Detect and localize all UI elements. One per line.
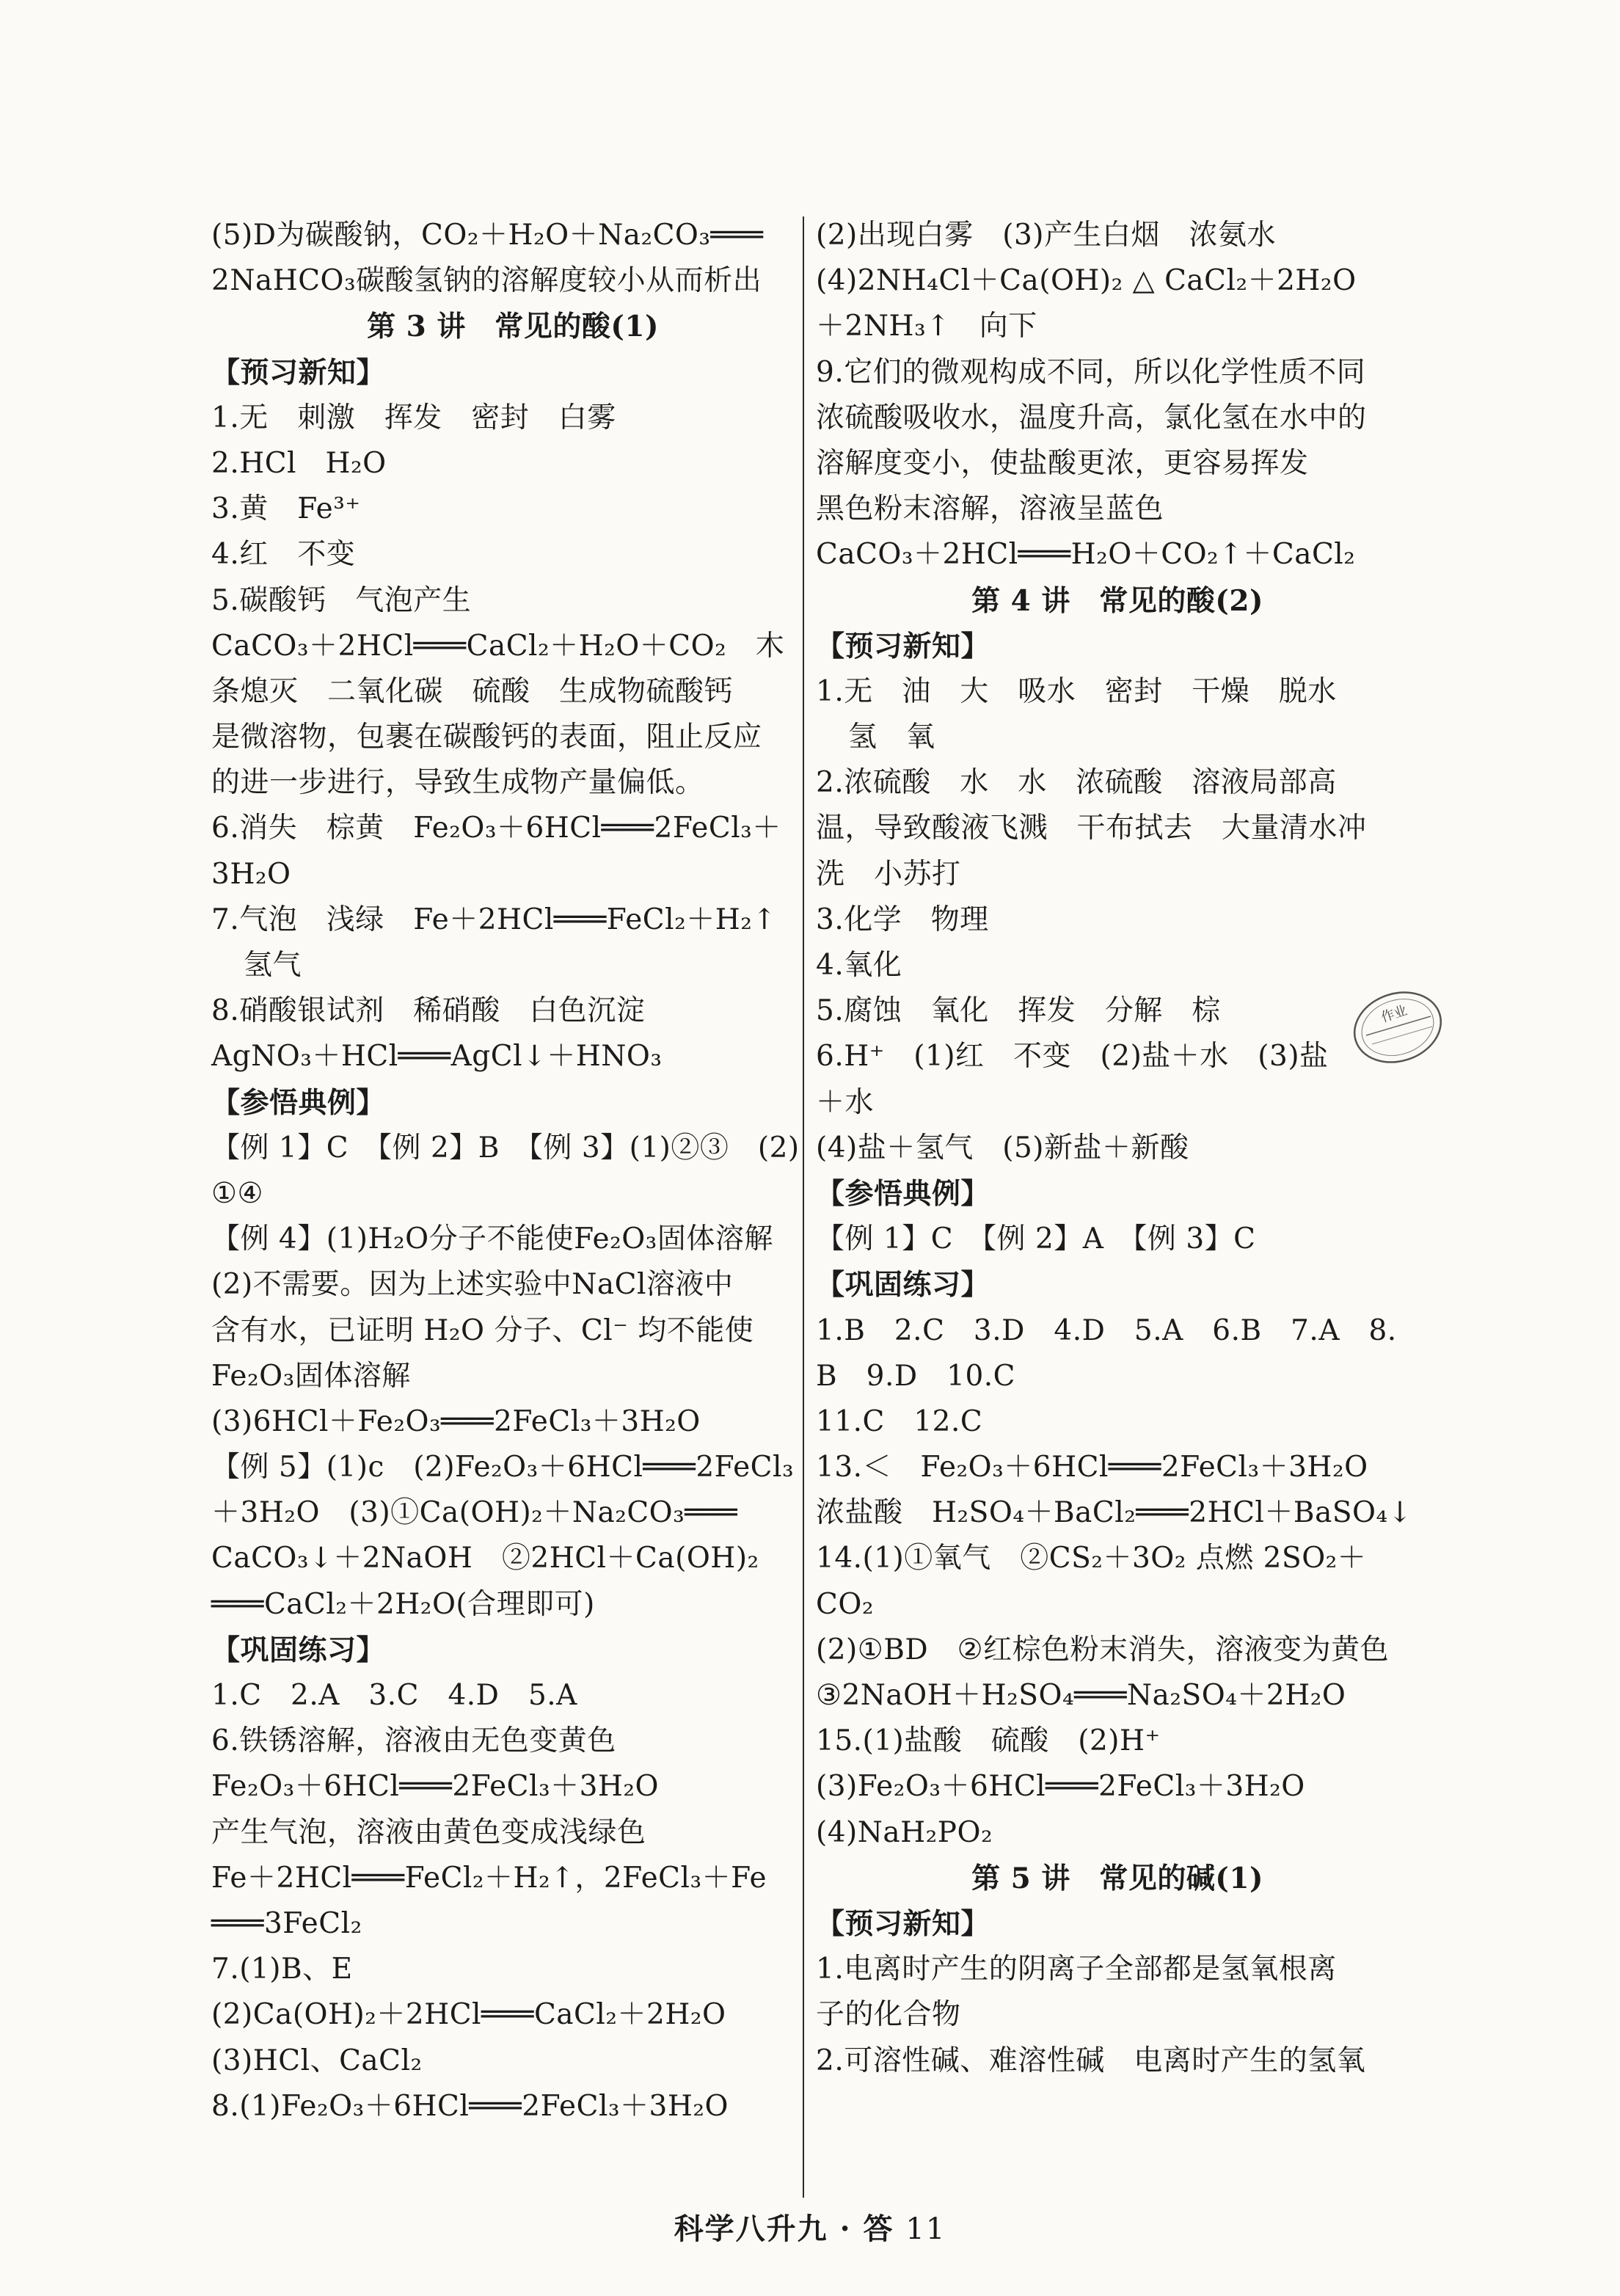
- answer-line: 2.可溶性碱、难溶性碱 电离时产生的氢氧: [816, 2044, 1366, 2077]
- answer-line: (4)NaH₂PO₂: [816, 1815, 993, 1849]
- answer-line: 含有水，已证明 H₂O 分子、Cl⁻ 均不能使: [211, 1313, 754, 1347]
- answer-line: (2)出现白雾 (3)产生白烟 浓氨水: [816, 219, 1276, 252]
- stamp-label: 作业: [1379, 1002, 1409, 1026]
- page-number: 11: [905, 2212, 946, 2246]
- answer-line: (4)盐＋氢气 (5)新盐＋新酸: [816, 1131, 1189, 1165]
- left-column: [211, 213, 814, 2129]
- answer-line: ＋2NH₃↑ 向下: [816, 310, 1037, 343]
- answer-line: ＋水: [816, 1085, 875, 1119]
- section-heading: 【巩固练习】: [816, 1268, 990, 1302]
- answer-line: 氢 氧: [848, 721, 935, 754]
- answer-line: (3)HCl、CaCl₂: [211, 2044, 423, 2077]
- answer-line: 氢气: [244, 949, 302, 982]
- section-heading: 【参悟典例】: [816, 1176, 990, 1211]
- answer-line: 1.电离时产生的阴离子全部都是氢氧根离: [816, 1953, 1337, 1986]
- answer-line: 7.气泡 浅绿 Fe＋2HCl═══FeCl₂＋H₂↑: [211, 903, 777, 936]
- stamp-icon: [1350, 987, 1445, 1068]
- answer-line: (3)Fe₂O₃＋6HCl═══2FeCl₃＋3H₂O: [816, 1770, 1305, 1804]
- answer-line: 5.碳酸钙 气泡产生: [211, 583, 472, 617]
- answer-line: 9.它们的微观构成不同，所以化学性质不同: [816, 355, 1366, 389]
- answer-line: (2)①BD ②红棕色粉末消失，溶液变为黄色: [816, 1633, 1390, 1666]
- answer-line: Fe₂O₃＋6HCl═══2FeCl₃＋3H₂O: [211, 1770, 660, 1804]
- answer-line: 浓盐酸 H₂SO₄＋BaCl₂═══2HCl＋BaSO₄↓: [816, 1496, 1412, 1530]
- answer-line: 14.(1)①氧气 ②CS₂＋3O₂ 点燃 2SO₂＋: [816, 1542, 1367, 1575]
- answer-line: 6.铁锈溶解，溶液由无色变黄色: [211, 1724, 616, 1758]
- answer-line: 3.化学 物理: [816, 903, 989, 936]
- answer-line: 1.无 油 大 吸水 密封 干燥 脱水: [816, 674, 1337, 708]
- answer-line: AgNO₃＋HCl═══AgCl↓＋HNO₃: [211, 1040, 663, 1074]
- answer-line: 黑色粉末溶解，溶液呈蓝色: [816, 492, 1164, 526]
- answer-line: ①④: [211, 1176, 263, 1210]
- answer-line: 4.红 不变: [211, 538, 356, 572]
- answer-line: 15.(1)盐酸 硫酸 (2)H⁺: [816, 1724, 1161, 1758]
- answer-line: 【例 5】(1)c (2)Fe₂O₃＋6HCl═══2FeCl₃: [211, 1451, 795, 1484]
- answer-line: 条熄灭 二氧化碳 硫酸 生成物硫酸钙: [211, 674, 734, 708]
- answer-line: 浓硫酸吸收水，温度升高，氯化氢在水中的: [816, 401, 1367, 434]
- answer-line: CaCO₃＋2HCl═══CaCl₂＋H₂O＋CO₂ 木: [211, 629, 785, 663]
- answer-line: 8.硝酸银试剂 稀硝酸 白色沉淀: [211, 994, 646, 1028]
- lecture-title: 第 3 讲 常见的酸(1): [367, 310, 659, 344]
- footer-label: 科学八升九 · 答: [674, 2212, 894, 2246]
- answer-line: CO₂: [816, 1587, 874, 1621]
- lecture-title: 第 4 讲 常见的酸(2): [971, 583, 1263, 618]
- answer-line: (4)2NH₄Cl＋Ca(OH)₂ △ CaCl₂＋2H₂O: [816, 264, 1357, 298]
- answer-line: CaCO₃↓＋2NaOH ②2HCl＋Ca(OH)₂: [211, 1542, 759, 1575]
- answer-line: ＋3H₂O (3)①Ca(OH)₂＋Na₂CO₃═══: [211, 1496, 738, 1530]
- lecture-title: 第 5 讲 常见的碱(1): [971, 1861, 1263, 1895]
- answer-line: 3.黄 Fe³⁺: [211, 492, 361, 526]
- answer-line: 洗 小苏打: [816, 857, 961, 891]
- section-heading: 【巩固练习】: [211, 1633, 386, 1667]
- section-heading: 【预习新知】: [816, 1906, 990, 1941]
- answer-line: ③2NaOH＋H₂SO₄═══Na₂SO₄＋2H₂O: [816, 1679, 1346, 1712]
- answer-line: 1.C 2.A 3.C 4.D 5.A: [211, 1679, 577, 1712]
- answer-line: Fe＋2HCl═══FeCl₂＋H₂↑，2FeCl₃＋Fe: [211, 1861, 767, 1895]
- answer-line: 2.HCl H₂O: [211, 446, 387, 480]
- answer-line: 11.C 12.C: [816, 1404, 983, 1438]
- answer-line: 的进一步进行，导致生成物产量偏低。: [211, 766, 704, 800]
- answer-line: 【例 1】C 【例 2】A 【例 3】C: [816, 1222, 1256, 1256]
- right-column: [816, 213, 1419, 2084]
- answer-line: (2)不需要。因为上述实验中NaCl溶液中: [211, 1268, 734, 1302]
- answer-line: 7.(1)B、E: [211, 1953, 353, 1986]
- answer-line: 5.腐蚀 氧化 挥发 分解 棕: [816, 994, 1221, 1028]
- page-footer: [0, 2206, 1620, 2248]
- answer-line: 产生气泡，溶液由黄色变成浅绿色: [211, 1815, 646, 1849]
- section-heading: 【参悟典例】: [211, 1085, 386, 1120]
- answer-line: ═══CaCl₂＋2H₂O(合理即可): [211, 1587, 595, 1621]
- answer-line: 子的化合物: [816, 1998, 961, 2032]
- answer-line: 13.＜ Fe₂O₃＋6HCl═══2FeCl₃＋3H₂O: [816, 1451, 1368, 1484]
- answer-line: Fe₂O₃固体溶解: [211, 1359, 411, 1393]
- answer-line: CaCO₃＋2HCl═══H₂O＋CO₂↑＋CaCl₂: [816, 538, 1356, 572]
- answer-line: 是微溶物，包裹在碳酸钙的表面，阻止反应: [211, 721, 762, 754]
- answer-line: 3H₂O: [211, 857, 291, 891]
- answer-line: B 9.D 10.C: [816, 1359, 1016, 1393]
- answer-line: (5)D为碳酸钠，CO₂＋H₂O＋Na₂CO₃═══: [211, 219, 764, 252]
- section-heading: 【预习新知】: [816, 629, 990, 663]
- answer-line: 8.(1)Fe₂O₃＋6HCl═══2FeCl₃＋3H₂O: [211, 2089, 729, 2123]
- answer-line: 【例 1】C 【例 2】B 【例 3】(1)②③ (2): [211, 1131, 800, 1165]
- answer-line: (2)Ca(OH)₂＋2HCl═══CaCl₂＋2H₂O: [211, 1998, 726, 2032]
- answer-line: 【例 4】(1)H₂O分子不能使Fe₂O₃固体溶解: [211, 1222, 773, 1256]
- answer-line: 1.B 2.C 3.D 4.D 5.A 6.B 7.A 8.: [816, 1313, 1397, 1347]
- answer-line: 温，导致酸液飞溅 干布拭去 大量清水冲: [816, 812, 1367, 845]
- answer-line: 溶解度变小，使盐酸更浓，更容易挥发: [816, 446, 1309, 480]
- answer-line: 1.无 刺激 挥发 密封 白雾: [211, 401, 616, 434]
- answer-line: 2.浓硫酸 水 水 浓硫酸 溶液局部高: [816, 766, 1337, 800]
- answer-line: ═══3FeCl₂: [211, 1906, 362, 1940]
- section-heading: 【预习新知】: [211, 355, 386, 390]
- answer-line: (3)6HCl＋Fe₂O₃═══2FeCl₃＋3H₂O: [211, 1404, 701, 1438]
- answer-line: 6.H⁺ (1)红 不变 (2)盐＋水 (3)盐: [816, 1040, 1329, 1074]
- answer-line: 4.氧化: [816, 949, 902, 982]
- answer-line: 2NaHCO₃碳酸氢钠的溶解度较小从而析出: [211, 264, 762, 298]
- answer-line: 6.消失 棕黄 Fe₂O₃＋6HCl═══2FeCl₃＋: [211, 812, 781, 845]
